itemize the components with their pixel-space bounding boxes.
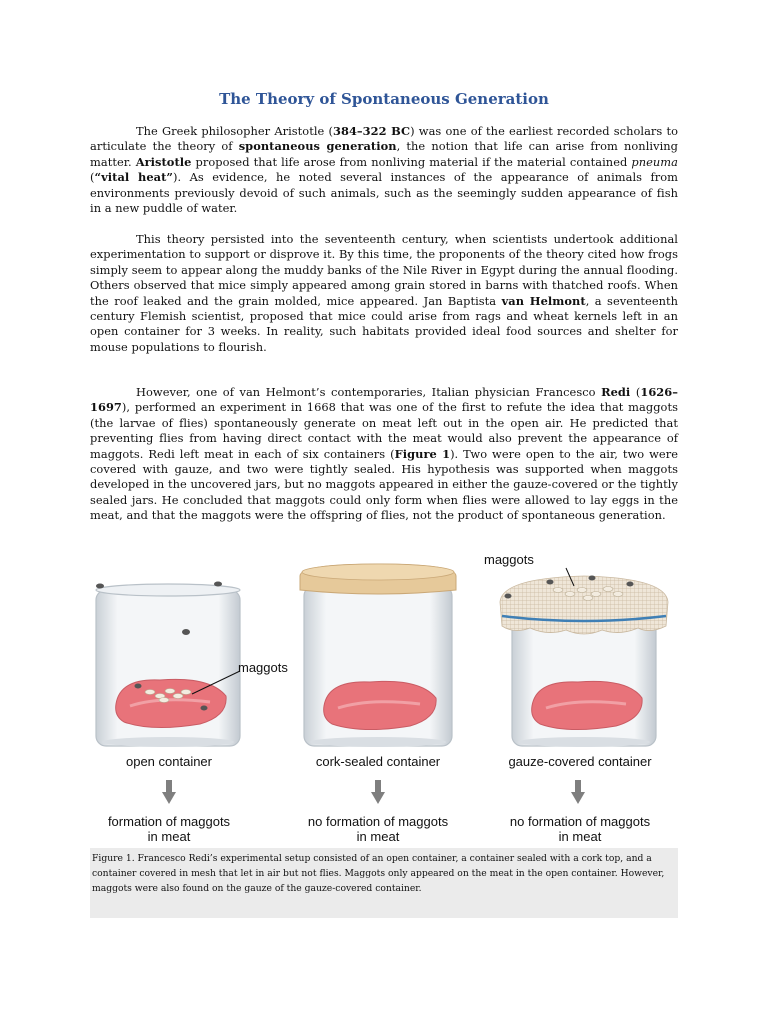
bold-run: 1626–1697 bbox=[90, 385, 678, 415]
outcome-line: formation of maggots bbox=[107, 814, 231, 829]
bold-run: Redi bbox=[601, 385, 631, 399]
text-run: ). Two were open to the air, two were covered with gauze, and two were tightly sealed. His hypothesis was supported when maggots developed in the uncovered jars, but no maggots appeared in either the gauze-covered or the tightly sealed jars. He concluded that maggots could only form when flies were allowed to lay eggs in the meat, and that the maggots were the offspring of flies, not the product of spontaneous generation. bbox=[90, 446, 678, 523]
page-title: The Theory of Spontaneous Generation bbox=[219, 90, 549, 108]
down-arrow-3-icon bbox=[571, 780, 585, 804]
bold-run: spontaneous generation bbox=[238, 139, 397, 154]
bold-run: Figure 1 bbox=[394, 446, 451, 461]
outcome-line: in meat bbox=[356, 829, 400, 844]
cork-sealed-container-jar bbox=[300, 564, 456, 747]
text-run: proposed that life arose from nonliving material if the material contained bbox=[191, 154, 632, 169]
meat-2 bbox=[324, 681, 436, 729]
open-container-jar bbox=[96, 582, 240, 748]
text-run: This theory persisted into the seventeenth century, when scientists undertook additional experimentation to support or disprove it. By this time, the proponents of the theory cited how frogs simply seem to appear along the muddy banks of the Nile River in Egypt during the annual flooding. Others observed that mice simply appeared among grain stored in barns with thatched roofs. When the roof leaked and the grain molded, mice appeared. Jan Baptista bbox=[90, 232, 678, 308]
italic-run: pneuma bbox=[631, 154, 678, 169]
figure-caption-box bbox=[90, 848, 678, 918]
outcome-cork bbox=[290, 814, 466, 844]
container-label-open: open container bbox=[125, 754, 212, 769]
text-run: ( bbox=[90, 170, 95, 185]
figure-illustration bbox=[90, 556, 678, 848]
outcome-gauze bbox=[490, 814, 670, 844]
text-run: ( bbox=[630, 385, 641, 399]
down-arrow-2-icon bbox=[371, 780, 385, 804]
gauze-covered-container-jar bbox=[500, 568, 668, 747]
maggots-label-gauze: maggots bbox=[484, 552, 534, 567]
meat-3 bbox=[532, 681, 642, 729]
outcome-line: no formation of maggots bbox=[307, 814, 449, 829]
meat-1 bbox=[116, 679, 226, 727]
text-run: ), performed an experiment in 1668 that was one of the first to refute the idea that maggots (the larvae of flies) spontaneously generate on meat left out in the open air. He predicted that preventing flies from having direct contact with the meat would also prevent the appearance of maggots. Redi left meat in each of six containers ( bbox=[90, 400, 678, 461]
outcome-line: no formation of maggots bbox=[509, 814, 651, 829]
gauze-cover bbox=[500, 576, 668, 634]
outcome-line: in meat bbox=[147, 829, 191, 844]
figure-redi-experiment bbox=[90, 552, 678, 848]
maggots-label-open: maggots bbox=[238, 660, 288, 675]
paragraph-redi bbox=[90, 385, 678, 524]
cork-lid bbox=[300, 564, 456, 594]
figure-caption: Figure 1. Francesco Redi’s experimental setup consisted of an open container, a container sealed with a cork top, and a container covered in mesh that let in air but not flies. Maggots only appeared on the meat in the open container. However, maggots were also found on the gauze of the gauze-covered container. bbox=[92, 853, 665, 895]
text-run: ). As evidence, he noted several instances of the appearance of animals from environments previously devoid of such animals, such as the seemingly sudden appearance of fish in a new puddle of water. bbox=[90, 170, 678, 216]
bold-run: Aristotle bbox=[135, 154, 192, 169]
bold-run: “vital heat” bbox=[94, 170, 174, 185]
paragraph-van-helmont bbox=[90, 232, 678, 355]
text-run: ) was one of the earliest recorded scholars to articulate the theory of bbox=[90, 124, 679, 154]
text-run: However, one of van Helmont’s contemporaries, Italian physician Francesco bbox=[136, 385, 602, 399]
down-arrow-1-icon bbox=[162, 780, 176, 804]
text-run: , a seventeenth century Flemish scientist, proposed that mice could arise from rags and wheat kernels left in an open container for 3 weeks. In reality, such habitats provided ideal food sources and shelter for mouse populations to flourish. bbox=[90, 293, 679, 354]
bold-run: 384–322 BC bbox=[333, 124, 411, 138]
outcome-open bbox=[84, 814, 254, 844]
bold-run: van Helmont bbox=[501, 293, 586, 308]
outcome-line: in meat bbox=[558, 829, 602, 844]
text-run: , the notion that life can arise from nonliving matter. bbox=[90, 139, 678, 169]
paragraph-aristotle bbox=[90, 124, 678, 216]
text-run: The Greek philosopher Aristotle ( bbox=[136, 124, 333, 138]
container-label-gauze: gauze-covered container bbox=[508, 754, 652, 769]
container-label-cork: cork-sealed container bbox=[315, 754, 441, 769]
